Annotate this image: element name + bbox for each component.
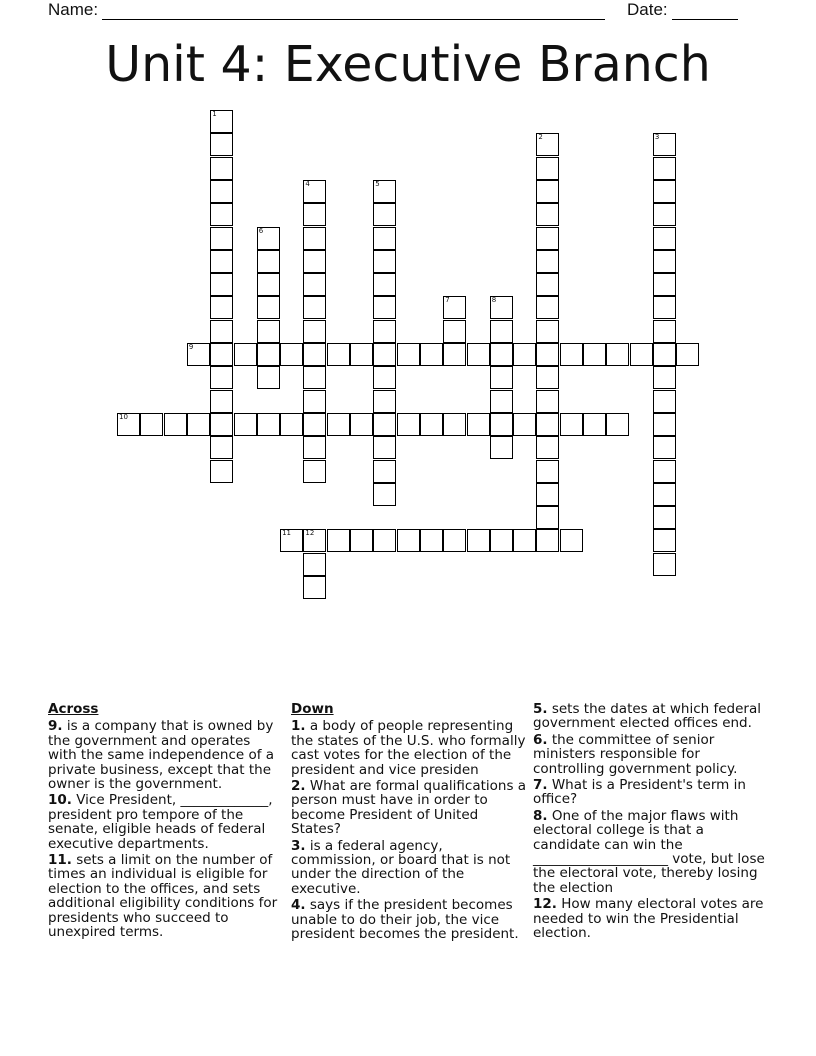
crossword-cell[interactable] bbox=[164, 413, 187, 436]
crossword-cell[interactable] bbox=[187, 343, 210, 366]
clue-down-4 bbox=[291, 898, 527, 941]
crossword-cell[interactable] bbox=[513, 529, 536, 552]
date-label: Date: bbox=[627, 0, 668, 19]
clue-down-8 bbox=[533, 809, 768, 895]
clue-number: 9. bbox=[48, 718, 63, 735]
crossword-cell[interactable] bbox=[303, 203, 326, 226]
clue-text: What are formal qualifications a person must have in order to become President of United States? bbox=[291, 778, 527, 838]
crossword-cell[interactable] bbox=[443, 320, 466, 343]
crossword-cell[interactable] bbox=[303, 390, 326, 413]
crossword-cell[interactable] bbox=[350, 413, 373, 436]
crossword-cell[interactable] bbox=[653, 460, 676, 483]
crossword-cell[interactable] bbox=[536, 343, 559, 366]
crossword-cell[interactable] bbox=[490, 296, 513, 319]
crossword-cell[interactable] bbox=[583, 413, 606, 436]
crossword-cell[interactable] bbox=[280, 413, 303, 436]
crossword-cell[interactable] bbox=[653, 529, 676, 552]
crossword-cell[interactable] bbox=[210, 460, 233, 483]
crossword-cell[interactable] bbox=[257, 273, 280, 296]
crossword-cell[interactable] bbox=[420, 343, 443, 366]
crossword-cell[interactable] bbox=[303, 227, 326, 250]
cell-number: 2 bbox=[538, 133, 543, 142]
crossword-cell[interactable] bbox=[373, 483, 396, 506]
clue-text: sets a limit on the number of times an individual is eligible for election to the offices, and sets additional eligibility conditions for presidents who succeed to unexpired terms. bbox=[48, 852, 278, 941]
down-clues bbox=[291, 702, 527, 944]
clue-text: How many electoral votes are needed to win the Presidential election. bbox=[533, 896, 764, 942]
clue-across-10 bbox=[48, 793, 280, 851]
crossword-cell[interactable] bbox=[373, 180, 396, 203]
crossword-cell[interactable] bbox=[536, 366, 559, 389]
crossword-cell[interactable] bbox=[653, 436, 676, 459]
cell-number: 8 bbox=[491, 296, 497, 305]
crossword-cell[interactable] bbox=[653, 203, 676, 226]
crossword-cell[interactable] bbox=[303, 413, 326, 436]
crossword-cell[interactable] bbox=[350, 529, 373, 552]
crossword-cell[interactable] bbox=[560, 529, 583, 552]
crossword-cell[interactable] bbox=[653, 157, 676, 180]
crossword-cell[interactable] bbox=[490, 320, 513, 343]
crossword-cell[interactable] bbox=[210, 180, 233, 203]
cell-number: 7 bbox=[445, 296, 450, 305]
crossword-cell[interactable] bbox=[210, 343, 233, 366]
crossword-cell[interactable] bbox=[210, 203, 233, 226]
crossword-cell[interactable] bbox=[210, 296, 233, 319]
crossword-cell[interactable] bbox=[536, 320, 559, 343]
crossword-cell[interactable] bbox=[257, 413, 280, 436]
crossword-cell[interactable] bbox=[210, 273, 233, 296]
crossword-cell[interactable] bbox=[536, 180, 559, 203]
crossword-cell[interactable] bbox=[490, 343, 513, 366]
clue-number: 12. bbox=[533, 896, 557, 913]
crossword-cell[interactable] bbox=[257, 343, 280, 366]
crossword-cell[interactable] bbox=[210, 366, 233, 389]
crossword-cell[interactable] bbox=[536, 506, 559, 529]
crossword-cell[interactable] bbox=[653, 296, 676, 319]
clue-number: 7. bbox=[533, 777, 548, 794]
clue-number: 3. bbox=[291, 837, 306, 854]
crossword-cell[interactable] bbox=[490, 390, 513, 413]
crossword-cell[interactable] bbox=[303, 296, 326, 319]
crossword-cell[interactable] bbox=[257, 320, 280, 343]
crossword-cell[interactable] bbox=[513, 413, 536, 436]
crossword-cell[interactable] bbox=[187, 413, 210, 436]
across-clues bbox=[48, 702, 280, 942]
clue-number: 4. bbox=[291, 897, 306, 914]
crossword-cell[interactable] bbox=[303, 529, 326, 552]
crossword-cell[interactable] bbox=[653, 273, 676, 296]
clue-number: 6. bbox=[533, 731, 548, 748]
crossword-cell[interactable] bbox=[303, 366, 326, 389]
cell-number: 5 bbox=[375, 179, 380, 188]
clue-down-6 bbox=[533, 733, 768, 776]
crossword-cell[interactable] bbox=[653, 506, 676, 529]
clue-number: 8. bbox=[533, 807, 548, 824]
crossword-cell[interactable] bbox=[653, 320, 676, 343]
crossword-cell[interactable] bbox=[397, 413, 420, 436]
crossword-cell[interactable] bbox=[303, 273, 326, 296]
clue-down-5 bbox=[533, 702, 768, 731]
clue-text: sets the dates at which federal government elected offices end. bbox=[533, 701, 761, 732]
crossword-cell[interactable] bbox=[653, 553, 676, 576]
crossword-cell[interactable] bbox=[653, 227, 676, 250]
crossword-cell[interactable] bbox=[303, 320, 326, 343]
crossword-cell[interactable] bbox=[350, 343, 373, 366]
crossword-cell[interactable] bbox=[653, 250, 676, 273]
crossword-cell[interactable] bbox=[397, 343, 420, 366]
crossword-cell[interactable] bbox=[303, 343, 326, 366]
clue-text: is a federal agency, commission, or board that is not under the direction of the executive. bbox=[291, 837, 511, 897]
crossword-cell[interactable] bbox=[303, 553, 326, 576]
crossword-cell[interactable] bbox=[560, 343, 583, 366]
crossword-cell[interactable] bbox=[280, 529, 303, 552]
crossword-cell[interactable] bbox=[536, 157, 559, 180]
crossword-cell[interactable] bbox=[257, 296, 280, 319]
across-heading: Across bbox=[48, 701, 99, 717]
crossword-cell[interactable] bbox=[560, 413, 583, 436]
crossword-cell[interactable] bbox=[280, 343, 303, 366]
crossword-cell[interactable] bbox=[513, 343, 536, 366]
crossword-cell[interactable] bbox=[536, 390, 559, 413]
clue-across-11 bbox=[48, 853, 280, 939]
clue-down-2 bbox=[291, 779, 527, 837]
clue-down-3 bbox=[291, 839, 527, 897]
crossword-cell[interactable] bbox=[234, 413, 257, 436]
clue-down-12 bbox=[533, 897, 768, 940]
clue-number: 1. bbox=[291, 718, 306, 735]
crossword-cell[interactable] bbox=[257, 227, 280, 250]
clue-number: 10. bbox=[48, 792, 72, 809]
crossword-cell[interactable] bbox=[373, 203, 396, 226]
crossword-cell[interactable] bbox=[443, 529, 466, 552]
clue-down-7 bbox=[533, 778, 768, 807]
cell-number: 1 bbox=[212, 110, 217, 118]
crossword-cell[interactable] bbox=[327, 529, 350, 552]
crossword-cell[interactable] bbox=[373, 366, 396, 389]
crossword-cell[interactable] bbox=[653, 366, 676, 389]
clue-down-1 bbox=[291, 719, 527, 777]
crossword-cell[interactable] bbox=[490, 436, 513, 459]
cell-number: 6 bbox=[258, 226, 264, 235]
crossword-cell[interactable] bbox=[676, 343, 699, 366]
crossword-cell[interactable] bbox=[653, 180, 676, 203]
clue-number: 5. bbox=[533, 701, 548, 717]
crossword-cell[interactable] bbox=[536, 436, 559, 459]
crossword-cell[interactable] bbox=[373, 529, 396, 552]
crossword-cell[interactable] bbox=[373, 227, 396, 250]
crossword-cell[interactable] bbox=[653, 413, 676, 436]
crossword-cell[interactable] bbox=[373, 320, 396, 343]
cell-number: 9 bbox=[188, 343, 194, 351]
crossword-cell[interactable] bbox=[443, 343, 466, 366]
crossword-cell[interactable] bbox=[467, 413, 490, 436]
crossword-cell[interactable] bbox=[373, 460, 396, 483]
crossword-cell[interactable] bbox=[373, 273, 396, 296]
crossword-cell[interactable] bbox=[117, 413, 140, 436]
crossword-cell[interactable] bbox=[210, 250, 233, 273]
clue-text: is a company that is owned by the government and operates with the same independence of a private business, except that the owner is the government. bbox=[48, 718, 275, 793]
crossword-cell[interactable] bbox=[210, 413, 233, 436]
crossword-cell[interactable] bbox=[257, 366, 280, 389]
clue-text: the committee of senior ministers responsible for controlling government policy. bbox=[533, 731, 738, 777]
clue-across-9 bbox=[48, 719, 280, 791]
crossword-cell[interactable] bbox=[443, 413, 466, 436]
crossword-cell[interactable] bbox=[303, 180, 326, 203]
clue-text: a body of people representing the states of the U.S. who formally cast votes for the election of the president and vice presiden bbox=[291, 718, 526, 778]
crossword-cell[interactable] bbox=[536, 460, 559, 483]
clue-text: says if the president becomes unable to do their job, the vice president becomes the president. bbox=[291, 897, 519, 943]
crossword-cell[interactable] bbox=[303, 460, 326, 483]
crossword-cell[interactable] bbox=[303, 576, 326, 599]
crossword-cell[interactable] bbox=[536, 529, 559, 552]
crossword-cell[interactable] bbox=[420, 413, 443, 436]
cell-number: 3 bbox=[654, 133, 660, 142]
crossword-cell[interactable] bbox=[467, 343, 490, 366]
down-heading: Down bbox=[291, 701, 334, 717]
cell-number: 4 bbox=[305, 179, 310, 188]
crossword-cell[interactable] bbox=[536, 296, 559, 319]
crossword-cell[interactable] bbox=[397, 529, 420, 552]
crossword-cell[interactable] bbox=[373, 436, 396, 459]
crossword-cell[interactable] bbox=[653, 133, 676, 156]
crossword-cell[interactable] bbox=[606, 413, 629, 436]
crossword-cell[interactable] bbox=[373, 296, 396, 319]
crossword-cell[interactable] bbox=[536, 250, 559, 273]
clue-text: Vice President, _____________, president pro tempore of the senate, eligible heads of federal executive departments. bbox=[48, 792, 273, 852]
clue-number: 2. bbox=[291, 778, 306, 795]
crossword-cell[interactable] bbox=[210, 227, 233, 250]
crossword-cell[interactable] bbox=[257, 250, 280, 273]
crossword-cell[interactable] bbox=[653, 483, 676, 506]
crossword-cell[interactable] bbox=[234, 343, 257, 366]
crossword-cell[interactable] bbox=[303, 436, 326, 459]
crossword-cell[interactable] bbox=[630, 343, 653, 366]
crossword-cell[interactable] bbox=[327, 343, 350, 366]
crossword-cell[interactable] bbox=[536, 483, 559, 506]
name-label: Name: bbox=[48, 0, 99, 19]
crossword-cell[interactable] bbox=[210, 133, 233, 156]
crossword-cell[interactable] bbox=[420, 529, 443, 552]
crossword-cell[interactable] bbox=[443, 296, 466, 319]
crossword-cell[interactable] bbox=[467, 529, 490, 552]
page-title: Unit 4: Executive Branch bbox=[105, 36, 711, 93]
crossword-cell[interactable] bbox=[210, 436, 233, 459]
crossword-cell[interactable] bbox=[536, 273, 559, 296]
crossword-cell[interactable] bbox=[536, 227, 559, 250]
down-clues-continued bbox=[533, 702, 768, 943]
crossword-cell[interactable] bbox=[373, 343, 396, 366]
crossword-cell[interactable] bbox=[140, 413, 163, 436]
crossword-cell[interactable] bbox=[653, 343, 676, 366]
clue-number: 11. bbox=[48, 852, 72, 869]
crossword-cell[interactable] bbox=[210, 390, 233, 413]
crossword-cell[interactable] bbox=[303, 250, 326, 273]
crossword-cell[interactable] bbox=[653, 390, 676, 413]
crossword-cell[interactable] bbox=[490, 413, 513, 436]
crossword-cell[interactable] bbox=[210, 157, 233, 180]
crossword-cell[interactable] bbox=[536, 133, 559, 156]
clue-text: What is a President's term in office? bbox=[533, 777, 746, 808]
crossword-cell[interactable] bbox=[490, 529, 513, 552]
crossword-cell[interactable] bbox=[373, 413, 396, 436]
crossword-cell[interactable] bbox=[210, 110, 233, 133]
clue-text: One of the major flaws with electoral college is that a candidate can win the ____________________ vote, but lose the electoral vote, thereby losing the election bbox=[533, 807, 765, 896]
crossword-cell[interactable] bbox=[373, 250, 396, 273]
crossword-cell[interactable] bbox=[373, 390, 396, 413]
cell-number: 10 bbox=[119, 412, 128, 421]
crossword-cell[interactable] bbox=[490, 366, 513, 389]
crossword-cell[interactable] bbox=[327, 413, 350, 436]
crossword-cell[interactable] bbox=[536, 203, 559, 226]
crossword-cell[interactable] bbox=[583, 343, 606, 366]
crossword-cell[interactable] bbox=[606, 343, 629, 366]
cell-number: 11 bbox=[282, 529, 292, 538]
cell-number: 12 bbox=[305, 529, 315, 538]
crossword-cell[interactable] bbox=[536, 413, 559, 436]
crossword-cell[interactable] bbox=[210, 320, 233, 343]
